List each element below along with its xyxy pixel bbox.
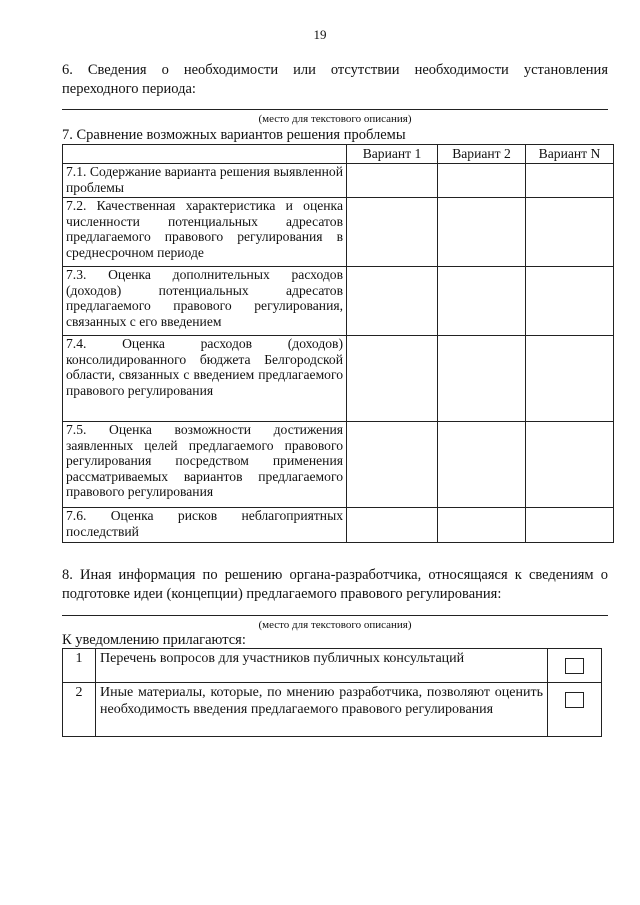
cell-variant-n xyxy=(526,508,614,543)
row-label: 7.3. Оценка дополнительных расходов (доходов) потенциальных адресатов предлагаемого правового регулирования, связанных с его введением xyxy=(63,267,347,336)
section-6-placeholder: (место для текстового описания) xyxy=(258,113,412,125)
table-row xyxy=(63,422,614,508)
cell-variant-n xyxy=(526,336,614,422)
attachments-heading: К уведомлению прилагаются: xyxy=(62,632,246,648)
table-row xyxy=(63,336,614,422)
row-label: 7.2. Качественная характеристика и оценка численности потенциальных адресатов предлагаемого правового регулирования в среднесрочном периоде xyxy=(63,198,347,267)
cell-variant-2 xyxy=(438,164,526,198)
cell-variant-n xyxy=(526,198,614,267)
attachment-number: 1 xyxy=(63,649,96,683)
cell-variant-1 xyxy=(347,422,438,508)
cell-variant-2 xyxy=(438,336,526,422)
cell-variant-2 xyxy=(438,198,526,267)
row-label: 7.1. Содержание варианта решения выявленной проблемы xyxy=(63,164,347,198)
section-6-line xyxy=(62,109,608,110)
table-row xyxy=(63,198,614,267)
checkbox-icon[interactable] xyxy=(565,692,584,708)
cell-variant-2 xyxy=(438,267,526,336)
comparison-table xyxy=(62,144,614,543)
row-label: 7.4. Оценка расходов (доходов) консолидированного бюджета Белгородской области, связанных с введением предлагаемого правового регулирования xyxy=(63,336,347,422)
cell-variant-n xyxy=(526,164,614,198)
section-6-text: 6. Сведения о необходимости или отсутствии необходимости установления переходного периода: xyxy=(62,62,608,97)
attachment-number: 2 xyxy=(63,683,96,737)
cell-variant-n xyxy=(526,422,614,508)
attachment-row xyxy=(63,649,602,683)
cell-variant-2 xyxy=(438,508,526,543)
attachment-checkbox-cell xyxy=(548,683,602,737)
attachments-table xyxy=(62,648,602,737)
cell-variant-1 xyxy=(347,164,438,198)
section-8-placeholder: (место для текстового описания) xyxy=(258,619,412,631)
header-variant-1: Вариант 1 xyxy=(347,145,438,164)
row-label: 7.6. Оценка рисков неблагоприятных последствий xyxy=(63,508,347,543)
cell-variant-1 xyxy=(347,267,438,336)
cell-variant-1 xyxy=(347,336,438,422)
cell-variant-1 xyxy=(347,198,438,267)
attachment-checkbox-cell xyxy=(548,649,602,683)
row-label: 7.5. Оценка возможности достижения заявленных целей предлагаемого правового регулирования посредством применения рассматриваемых вариантов предлагаемого правового регулирования xyxy=(63,422,347,508)
attachment-text: Иные материалы, которые, по мнению разработчика, позволяют оценить необходимость введения предлагаемого правового регулирования xyxy=(96,683,548,737)
header-variant-2: Вариант 2 xyxy=(438,145,526,164)
table-row xyxy=(63,508,614,543)
checkbox-icon[interactable] xyxy=(565,658,584,674)
section-8-line xyxy=(62,615,608,616)
section-7-heading: 7. Сравнение возможных вариантов решения проблемы xyxy=(62,127,406,143)
cell-variant-n xyxy=(526,267,614,336)
table-row xyxy=(63,164,614,198)
cell-variant-2 xyxy=(438,422,526,508)
cell-variant-1 xyxy=(347,508,438,543)
table-row xyxy=(63,267,614,336)
attachment-text: Перечень вопросов для участников публичных консультаций xyxy=(96,649,548,683)
header-variant-n: Вариант N xyxy=(526,145,614,164)
table-header-row xyxy=(63,145,614,164)
header-cell-empty xyxy=(63,145,347,164)
page-number: 19 xyxy=(313,27,327,42)
attachment-row xyxy=(63,683,602,737)
section-8-text: 8. Иная информация по решению органа-разработчика, относящаяся к сведениям о подготовке идеи (концепции) предлагаемого правового регулирования: xyxy=(62,567,608,602)
